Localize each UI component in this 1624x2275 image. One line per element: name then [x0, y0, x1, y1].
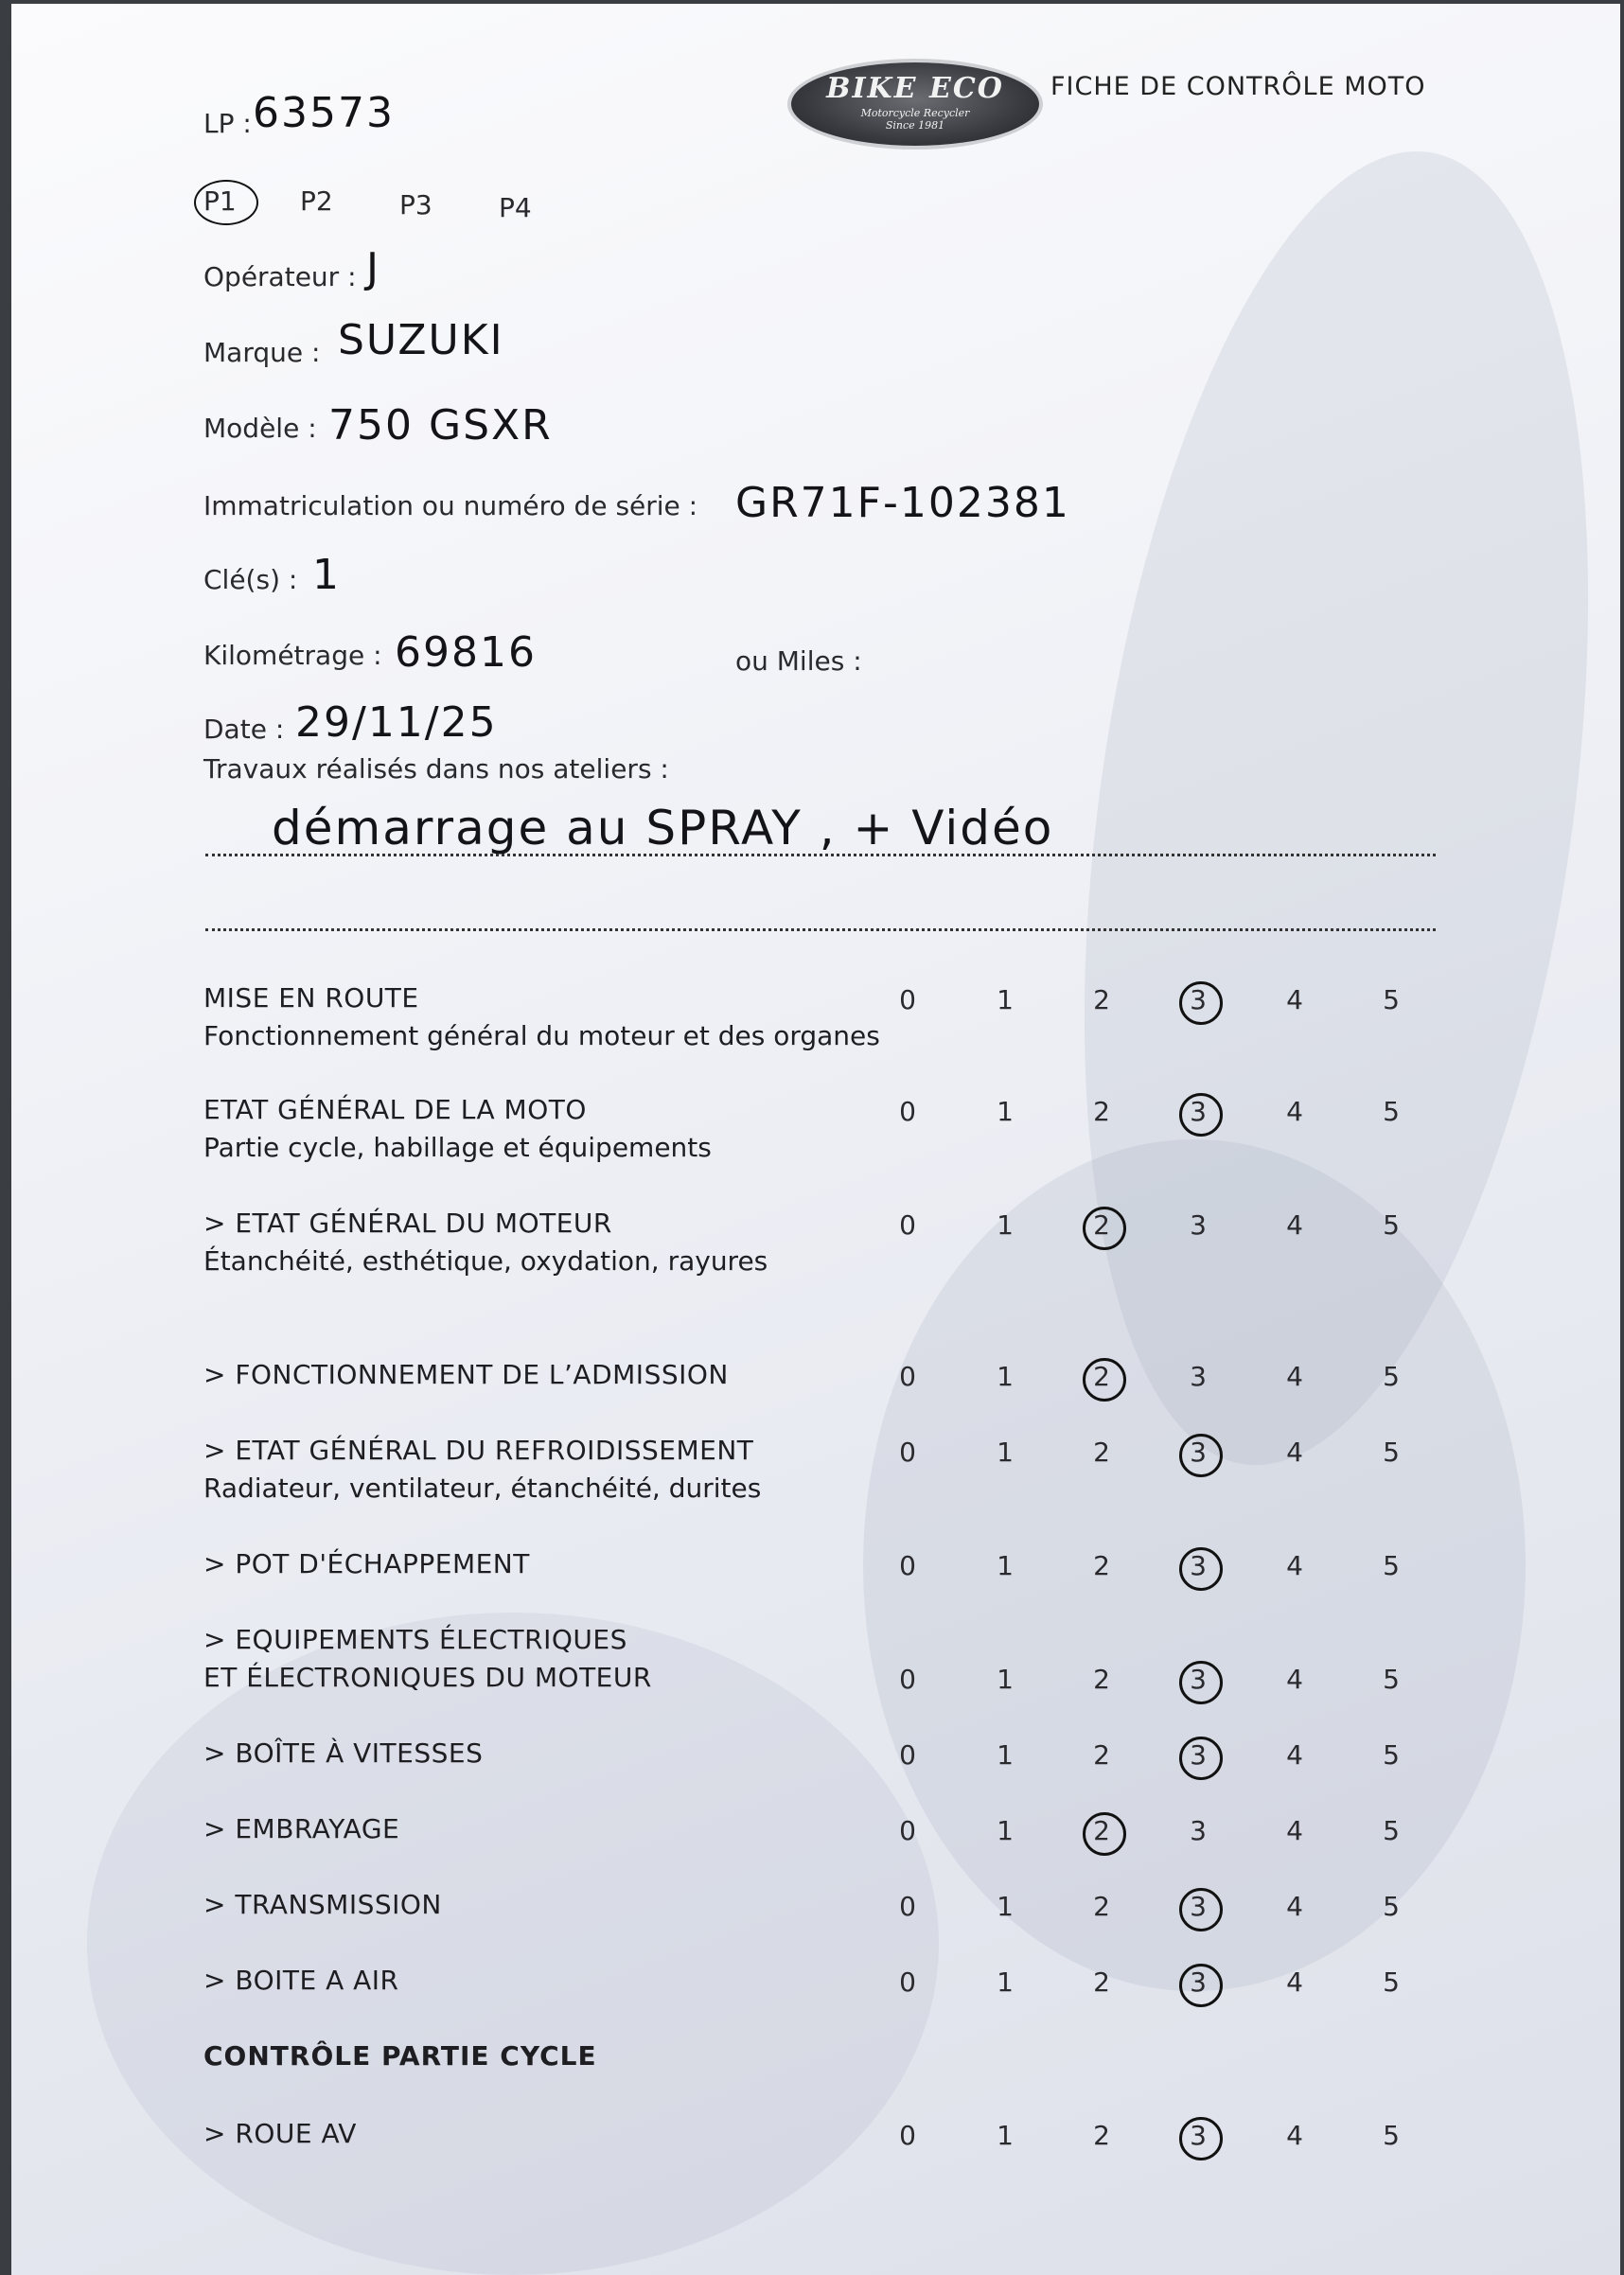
- score-option-2[interactable]: 2: [1073, 1209, 1130, 1241]
- score-option-0[interactable]: 0: [899, 984, 916, 1015]
- score-option-4[interactable]: 4: [1286, 1739, 1303, 1771]
- dotted-line: [205, 854, 1436, 856]
- miles-label: ou Miles :: [735, 645, 862, 677]
- score-option-3[interactable]: 3: [1170, 984, 1227, 1015]
- criterion-subtitle: Radiateur, ventilateur, étanchéité, durites: [203, 1473, 762, 1504]
- bike-eco-logo: BIKE ECO Motorcycle Recycler Since 1981: [787, 59, 1043, 150]
- score-option-5[interactable]: 5: [1383, 1664, 1400, 1695]
- keys-field[interactable]: 1: [312, 551, 341, 599]
- score-option-3[interactable]: 3: [1170, 1664, 1227, 1695]
- criterion-title: > ETAT GÉNÉRAL DU MOTEUR: [203, 1208, 612, 1239]
- score-option-4[interactable]: 4: [1286, 1361, 1303, 1392]
- mileage-field[interactable]: 69816: [395, 628, 537, 677]
- criterion-subtitle: Fonctionnement général du moteur et des organes: [203, 1020, 880, 1051]
- score-option-2[interactable]: 2: [1093, 1891, 1110, 1922]
- score-option-3[interactable]: 3: [1190, 1209, 1207, 1241]
- criterion-title: > TRANSMISSION: [203, 1889, 442, 1920]
- score-option-2[interactable]: 2: [1093, 1966, 1110, 1998]
- date-field[interactable]: 29/11/25: [295, 698, 498, 747]
- score-option-2[interactable]: 2: [1093, 1096, 1110, 1127]
- score-option-5[interactable]: 5: [1383, 984, 1400, 1015]
- criterion-subtitle: Partie cycle, habillage et équipements: [203, 1132, 712, 1163]
- criterion-title: > EQUIPEMENTS ÉLECTRIQUES: [203, 1624, 627, 1655]
- score-option-2[interactable]: 2: [1093, 1437, 1110, 1468]
- score-option-5[interactable]: 5: [1383, 1815, 1400, 1846]
- score-option-3[interactable]: 3: [1190, 1361, 1207, 1392]
- criterion-subtitle: Étanchéité, esthétique, oxydation, rayures: [203, 1245, 768, 1277]
- score-option-0[interactable]: 0: [899, 1891, 916, 1922]
- brand-field[interactable]: SUZUKI: [338, 316, 504, 364]
- score-option-3[interactable]: 3: [1170, 1739, 1227, 1771]
- criterion-title: > ROUE AV: [203, 2118, 357, 2149]
- score-option-0[interactable]: 0: [899, 1966, 916, 1998]
- score-option-0[interactable]: 0: [899, 1550, 916, 1581]
- score-option-0[interactable]: 0: [899, 2120, 916, 2151]
- criterion-title: > FONCTIONNEMENT DE L’ADMISSION: [203, 1359, 729, 1390]
- score-option-2[interactable]: 2: [1073, 1815, 1130, 1846]
- score-option-1[interactable]: 1: [997, 1966, 1014, 1998]
- score-option-0[interactable]: 0: [899, 1096, 916, 1127]
- brand-label: Marque :: [203, 337, 321, 368]
- score-option-0[interactable]: 0: [899, 1361, 916, 1392]
- position-option-p4[interactable]: P4: [499, 192, 532, 223]
- score-option-2[interactable]: 2: [1093, 984, 1110, 1015]
- lp-label: LP :: [203, 108, 252, 139]
- position-option-p2[interactable]: P2: [300, 185, 333, 217]
- criterion-title: > ETAT GÉNÉRAL DU REFROIDISSEMENT: [203, 1435, 754, 1466]
- score-option-3[interactable]: 3: [1170, 1096, 1227, 1127]
- score-option-1[interactable]: 1: [997, 1209, 1014, 1241]
- keys-label: Clé(s) :: [203, 564, 298, 595]
- model-field[interactable]: 750 GSXR: [328, 401, 553, 450]
- lp-value[interactable]: 63573: [253, 89, 395, 137]
- score-option-1[interactable]: 1: [997, 1550, 1014, 1581]
- criterion-title-line2: ET ÉLECTRONIQUES DU MOTEUR: [203, 1662, 652, 1693]
- criterion-title: > EMBRAYAGE: [203, 1813, 400, 1844]
- score-option-3[interactable]: 3: [1170, 2120, 1227, 2151]
- score-option-5[interactable]: 5: [1383, 1966, 1400, 1998]
- score-option-0[interactable]: 0: [899, 1664, 916, 1695]
- score-option-1[interactable]: 1: [997, 1437, 1014, 1468]
- score-option-1[interactable]: 1: [997, 1096, 1014, 1127]
- section-heading-cycle: CONTRÔLE PARTIE CYCLE: [203, 2040, 597, 2072]
- dotted-line: [205, 928, 1436, 931]
- score-option-2[interactable]: 2: [1093, 1739, 1110, 1771]
- score-option-0[interactable]: 0: [899, 1209, 916, 1241]
- model-label: Modèle :: [203, 413, 317, 444]
- score-option-1[interactable]: 1: [997, 2120, 1014, 2151]
- criterion-title: MISE EN ROUTE: [203, 982, 419, 1014]
- date-label: Date :: [203, 714, 285, 745]
- operator-label: Opérateur :: [203, 261, 357, 292]
- score-option-4[interactable]: 4: [1286, 984, 1303, 1015]
- position-option-p3[interactable]: P3: [399, 189, 432, 220]
- score-option-4[interactable]: 4: [1286, 1437, 1303, 1468]
- score-option-2[interactable]: 2: [1093, 1550, 1110, 1581]
- score-option-1[interactable]: 1: [997, 1739, 1014, 1771]
- score-option-5[interactable]: 5: [1383, 1550, 1400, 1581]
- mileage-label: Kilométrage :: [203, 640, 382, 671]
- score-option-1[interactable]: 1: [997, 1664, 1014, 1695]
- score-option-1[interactable]: 1: [997, 1815, 1014, 1846]
- score-option-0[interactable]: 0: [899, 1739, 916, 1771]
- score-option-5[interactable]: 5: [1383, 1891, 1400, 1922]
- score-option-5[interactable]: 5: [1383, 1437, 1400, 1468]
- criterion-title: > BOÎTE À VITESSES: [203, 1737, 484, 1769]
- score-option-5[interactable]: 5: [1383, 1739, 1400, 1771]
- score-option-3[interactable]: 3: [1170, 1966, 1227, 1998]
- score-option-1[interactable]: 1: [997, 1891, 1014, 1922]
- score-option-5[interactable]: 5: [1383, 1361, 1400, 1392]
- work-label: Travaux réalisés dans nos ateliers :: [203, 753, 669, 785]
- operator-field[interactable]: J: [366, 244, 380, 292]
- criterion-title: > BOITE A AIR: [203, 1965, 399, 1996]
- work-field[interactable]: démarrage au SPRAY , + Vidéo: [272, 801, 1054, 855]
- score-option-3[interactable]: 3: [1170, 1437, 1227, 1468]
- control-sheet: [11, 4, 1620, 2275]
- score-option-5[interactable]: 5: [1383, 1209, 1400, 1241]
- score-option-2[interactable]: 2: [1093, 1664, 1110, 1695]
- criterion-title: > POT D'ÉCHAPPEMENT: [203, 1548, 530, 1579]
- score-option-2[interactable]: 2: [1073, 1361, 1130, 1392]
- score-option-5[interactable]: 5: [1383, 2120, 1400, 2151]
- score-option-4[interactable]: 4: [1286, 1550, 1303, 1581]
- score-option-2[interactable]: 2: [1093, 2120, 1110, 2151]
- score-option-5[interactable]: 5: [1383, 1096, 1400, 1127]
- glare-reflection: [87, 1613, 939, 2275]
- criterion-title: ETAT GÉNÉRAL DE LA MOTO: [203, 1094, 587, 1125]
- position-option-p1[interactable]: P1: [203, 185, 237, 217]
- serial-label: Immatriculation ou numéro de série :: [203, 490, 698, 521]
- score-option-0[interactable]: 0: [899, 1815, 916, 1846]
- score-option-1[interactable]: 1: [997, 1361, 1014, 1392]
- score-option-3[interactable]: 3: [1170, 1550, 1227, 1581]
- score-option-4[interactable]: 4: [1286, 1815, 1303, 1846]
- score-option-4[interactable]: 4: [1286, 1891, 1303, 1922]
- score-option-0[interactable]: 0: [899, 1437, 916, 1468]
- score-option-4[interactable]: 4: [1286, 1966, 1303, 1998]
- serial-field[interactable]: GR71F-102381: [735, 479, 1070, 527]
- document-title: FICHE DE CONTRÔLE MOTO: [1050, 72, 1426, 101]
- score-option-4[interactable]: 4: [1286, 1096, 1303, 1127]
- score-option-3[interactable]: 3: [1170, 1891, 1227, 1922]
- score-option-4[interactable]: 4: [1286, 1209, 1303, 1241]
- score-option-1[interactable]: 1: [997, 984, 1014, 1015]
- score-option-4[interactable]: 4: [1286, 2120, 1303, 2151]
- score-option-4[interactable]: 4: [1286, 1664, 1303, 1695]
- score-option-3[interactable]: 3: [1190, 1815, 1207, 1846]
